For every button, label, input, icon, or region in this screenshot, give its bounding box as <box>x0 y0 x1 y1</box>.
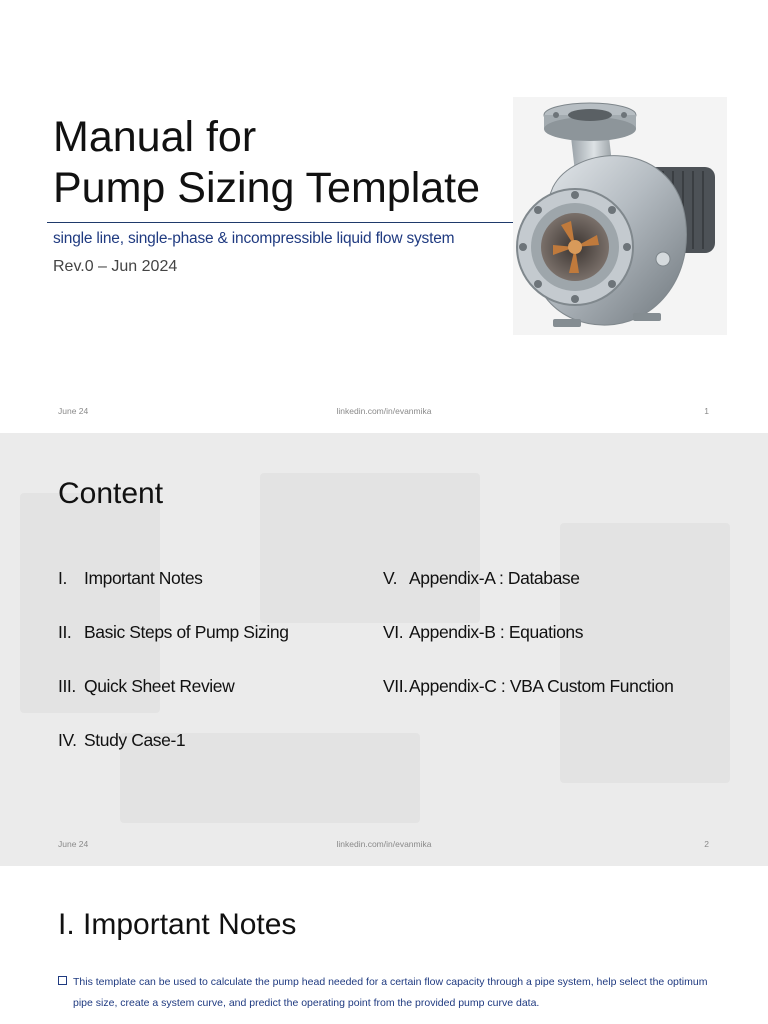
content-heading: Content <box>58 477 164 510</box>
revision-label: Rev.0 – Jun 2024 <box>53 258 178 275</box>
toc-label: Appendix-B : Equations <box>409 622 584 642</box>
toc-item-appendix-a[interactable] <box>383 568 580 589</box>
toc-label: Study Case-1 <box>84 730 186 750</box>
footer-linkedin-link[interactable]: linkedin.com/in/evanmika <box>336 406 432 416</box>
footer-date: June 24 <box>58 839 89 849</box>
note-bullet-line-1: This template can be used to calculate the pump head needed for a certain flow capacity through a pipe system, help select the optimum <box>73 976 708 988</box>
footer-linkedin-link[interactable]: linkedin.com/in/evanmika <box>336 839 432 849</box>
footer-date: June 24 <box>58 406 89 416</box>
document-subtitle: single line, single-phase & incompressible liquid flow system <box>53 230 455 247</box>
slide-1 <box>0 0 768 433</box>
important-notes-heading: I. Important Notes <box>58 908 297 941</box>
footer-page-number: 1 <box>704 406 709 416</box>
toc-number: VII. <box>383 676 408 696</box>
table-of-contents <box>0 433 768 866</box>
note-bullet <box>58 972 718 1014</box>
toc-number: II. <box>58 622 72 642</box>
document-title <box>53 112 480 214</box>
toc-item-important-notes[interactable] <box>58 568 203 589</box>
checkbox-bullet-icon <box>58 976 67 985</box>
toc-label: Quick Sheet Review <box>84 676 235 696</box>
toc-number: V. <box>383 568 398 588</box>
toc-item-study-case-1[interactable] <box>58 730 185 751</box>
centrifugal-pump-image <box>513 97 727 335</box>
title-line-2: Pump Sizing Template <box>53 164 481 212</box>
toc-label: Appendix-C : VBA Custom Function <box>409 676 674 696</box>
toc-label: Important Notes <box>84 568 203 588</box>
toc-item-quick-sheet-review[interactable] <box>58 676 234 697</box>
footer-page-number: 2 <box>704 839 709 849</box>
toc-number: VI. <box>383 622 404 642</box>
note-bullet-line-2: pipe size, create a system curve, and predict the operating point from the provided pump curve data. <box>73 997 540 1009</box>
slide-2-footer <box>0 839 768 853</box>
slide-2 <box>0 433 768 866</box>
toc-item-appendix-b[interactable] <box>383 622 583 643</box>
toc-item-basic-steps[interactable] <box>58 622 289 643</box>
toc-label: Basic Steps of Pump Sizing <box>84 622 289 642</box>
toc-number: IV. <box>58 730 77 750</box>
toc-item-appendix-c[interactable] <box>383 676 673 697</box>
title-underline <box>47 222 513 223</box>
slide-1-footer <box>0 406 768 420</box>
toc-number: I. <box>58 568 67 588</box>
toc-number: III. <box>58 676 76 696</box>
slide-3 <box>0 866 768 1024</box>
title-line-1: Manual for <box>53 113 257 161</box>
toc-label: Appendix-A : Database <box>409 568 580 588</box>
